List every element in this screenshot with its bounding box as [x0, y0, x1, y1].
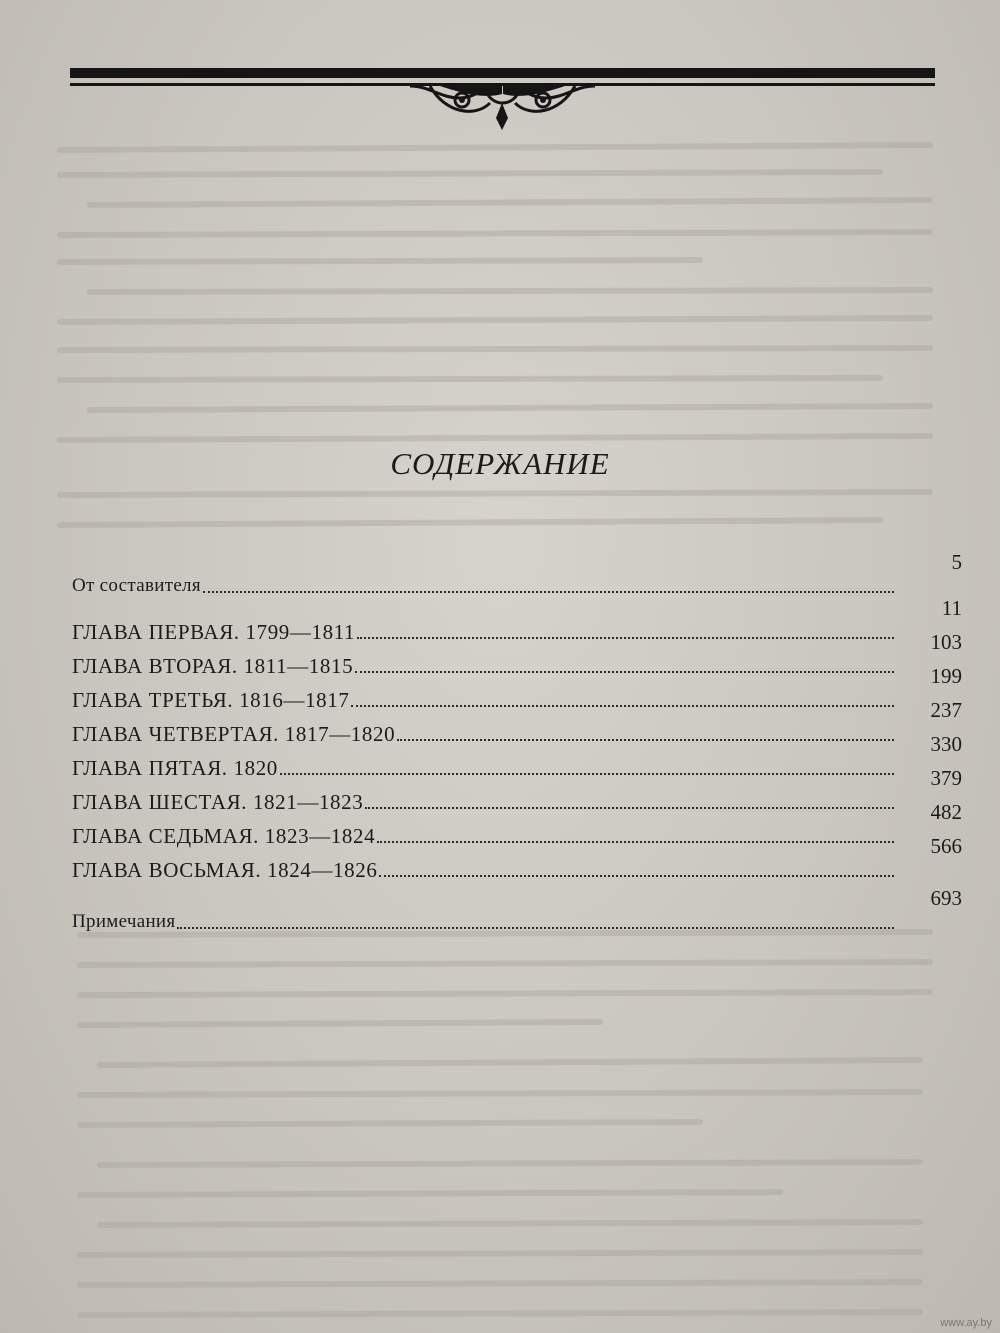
contents-heading: СОДЕРЖАНИЕ [390, 446, 610, 481]
toc-entry-page: 199 [930, 664, 962, 688]
toc-entry-page: 237 [930, 698, 962, 722]
leader-dots [280, 773, 894, 775]
toc-entry-label: ГЛАВА ТРЕТЬЯ. 1816—1817 [72, 688, 350, 712]
toc-entry-page: 103 [930, 630, 962, 654]
toc-entry-page: 330 [930, 732, 962, 756]
leader-dots [365, 807, 894, 809]
leader-dots [379, 875, 894, 877]
toc-entry-label: Примечания [72, 911, 176, 932]
leader-dots [203, 591, 894, 593]
toc-entry-page: 482 [930, 800, 962, 824]
toc-entry-label: ГЛАВА ЧЕТВЕРТАЯ. 1817—1820 [72, 722, 396, 746]
leader-dots [355, 671, 894, 673]
toc-entry-label: ГЛАВА ПЯТАЯ. 1820 [72, 756, 278, 780]
leader-dots [357, 637, 894, 639]
toc-entry-page: 379 [930, 766, 962, 790]
leader-dots [177, 927, 894, 929]
toc-entry-notes[interactable] [72, 886, 962, 934]
toc-entry-page: 693 [930, 886, 962, 910]
leader-dots [377, 841, 894, 843]
toc-entry-chapter-1[interactable] [72, 596, 962, 644]
toc-entry-label: ГЛАВА СЕДЬМАЯ. 1823—1824 [72, 824, 376, 848]
toc-entry-compiler[interactable] [72, 550, 962, 598]
toc-entry-page: 566 [930, 834, 962, 858]
leader-dots [397, 739, 894, 741]
toc-entry-label: ГЛАВА ПЕРВАЯ. 1799—1811 [72, 620, 356, 644]
toc-entry-label: ГЛАВА ШЕСТАЯ. 1821—1823 [72, 790, 364, 814]
leader-dots [351, 705, 894, 707]
watermark: www.ay.by [940, 1317, 992, 1329]
toc-entry-label: ГЛАВА ВТОРАЯ. 1811—1815 [72, 654, 354, 678]
toc-entry-label: От составителя [72, 575, 201, 596]
toc-entry-label: ГЛАВА ВОСЬМАЯ. 1824—1826 [72, 858, 378, 882]
toc-entry-page: 5 [951, 550, 962, 574]
toc-entry-page: 11 [941, 596, 962, 620]
header-ornament [70, 58, 935, 138]
